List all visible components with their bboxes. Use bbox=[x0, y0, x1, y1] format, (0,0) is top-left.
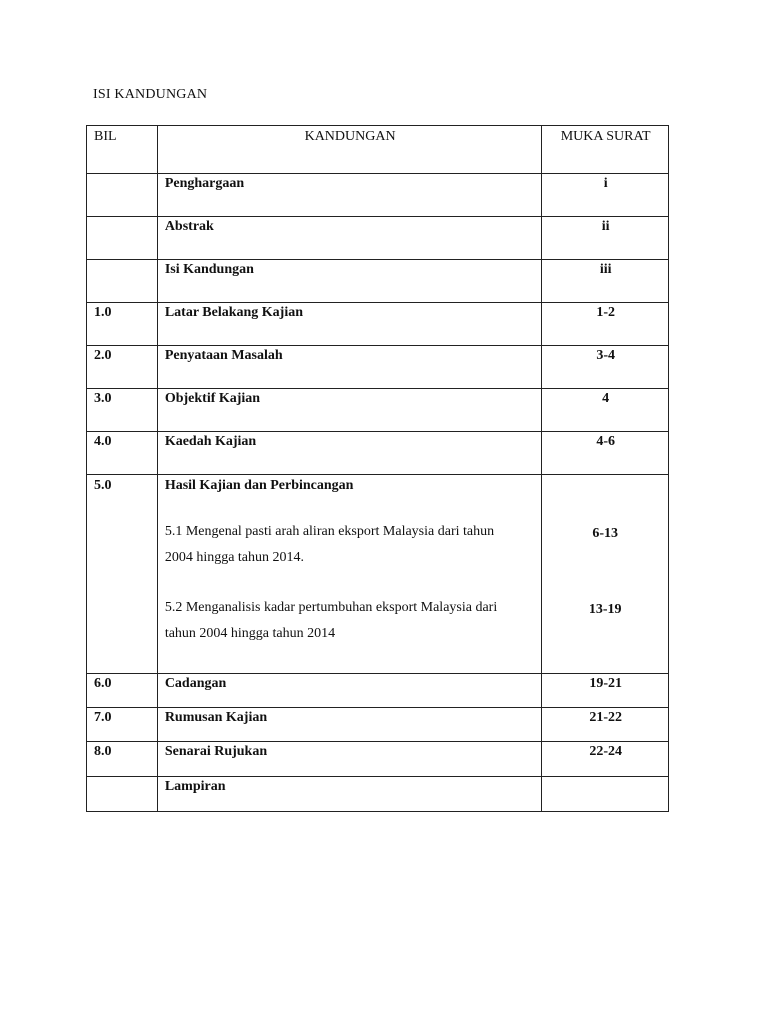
row-number: 2.0 bbox=[94, 348, 112, 363]
row-number: 1.0 bbox=[94, 305, 112, 320]
table-row-4-0 bbox=[87, 432, 669, 475]
sub-item-5-2-line2: tahun 2004 hingga tahun 2014 bbox=[164, 626, 336, 641]
table-header-row bbox=[87, 126, 669, 174]
table-row-8-0 bbox=[87, 742, 669, 777]
row-label: Lampiran bbox=[164, 779, 226, 794]
sub-item-5-1-line2: 2004 hingga tahun 2014. bbox=[164, 550, 305, 565]
row-page: ii bbox=[601, 219, 610, 234]
row-number: 7.0 bbox=[94, 710, 112, 725]
sub-item-5-2-line1: 5.2 Menganalisis kadar pertumbuhan eksport Malaysia dari bbox=[164, 600, 498, 615]
sub-item-5-2-page: 13-19 bbox=[588, 602, 622, 617]
row-label: Isi Kandungan bbox=[164, 262, 254, 277]
table-row-lampiran bbox=[87, 777, 669, 812]
table-row-5-0 bbox=[87, 475, 669, 674]
row-page: 22-24 bbox=[589, 744, 622, 759]
table-row-2-0 bbox=[87, 346, 669, 389]
row-page: 4-6 bbox=[596, 434, 615, 449]
table-row-penghargaan bbox=[87, 174, 669, 217]
row-label: Senarai Rujukan bbox=[164, 744, 268, 759]
table-row-abstrak bbox=[87, 217, 669, 260]
row-label: Penyataan Masalah bbox=[164, 348, 283, 363]
table-row-3-0 bbox=[87, 389, 669, 432]
sub-item-5-1-page: 6-13 bbox=[592, 526, 618, 541]
sub-item-5-1-line1: 5.1 Mengenal pasti arah aliran eksport Malaysia dari tahun bbox=[164, 524, 495, 539]
header-kandungan: KANDUNGAN bbox=[157, 126, 542, 174]
header-muka-surat: MUKA SURAT bbox=[542, 126, 669, 174]
table-row-6-0 bbox=[87, 674, 669, 708]
row-number: 5.0 bbox=[94, 478, 112, 493]
row-page: 4 bbox=[602, 391, 610, 406]
row-label: Rumusan Kajian bbox=[164, 710, 268, 725]
row-page: 3-4 bbox=[596, 348, 615, 363]
row-label: Abstrak bbox=[164, 219, 214, 234]
row-page: 1-2 bbox=[596, 305, 615, 320]
row-number: 8.0 bbox=[94, 744, 112, 759]
contents-table bbox=[86, 125, 669, 812]
table-row-isi-kandungan bbox=[87, 260, 669, 303]
header-bil: BIL bbox=[87, 126, 158, 174]
row-page: iii bbox=[599, 262, 612, 277]
row-label: Hasil Kajian dan Perbincangan bbox=[164, 478, 354, 493]
row-number: 4.0 bbox=[94, 434, 112, 449]
row-label: Penghargaan bbox=[164, 176, 245, 191]
row-label: Objektif Kajian bbox=[164, 391, 261, 406]
row-page bbox=[542, 777, 668, 778]
row-page: 21-22 bbox=[589, 710, 622, 725]
page-title: ISI KANDUNGAN bbox=[93, 87, 208, 102]
row-page: 19-21 bbox=[589, 676, 622, 691]
row-page: i bbox=[603, 176, 608, 191]
row-label: Latar Belakang Kajian bbox=[164, 305, 304, 320]
row-number: 3.0 bbox=[94, 391, 112, 406]
table-row-7-0 bbox=[87, 708, 669, 742]
row-label: Kaedah Kajian bbox=[164, 434, 257, 449]
row-label: Cadangan bbox=[164, 676, 227, 691]
row-number: 6.0 bbox=[94, 676, 112, 691]
table-row-1-0 bbox=[87, 303, 669, 346]
